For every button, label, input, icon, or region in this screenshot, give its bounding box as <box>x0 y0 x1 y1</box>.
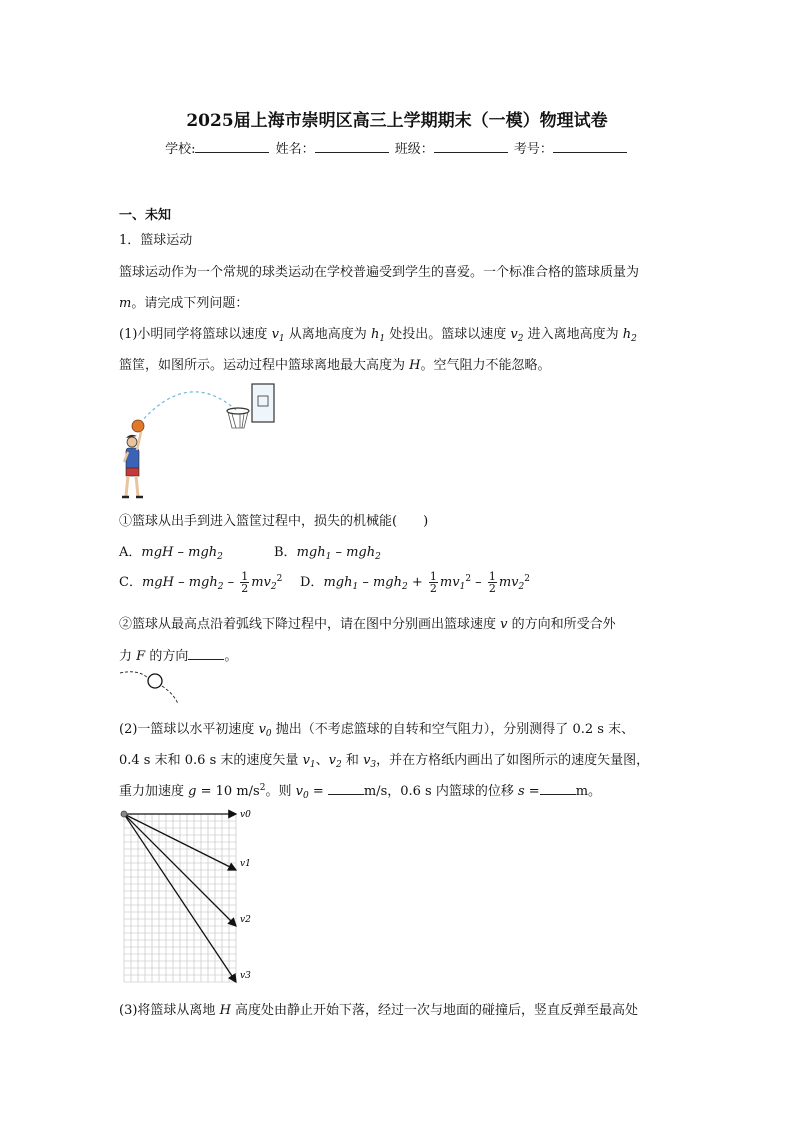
hoop-rim <box>227 408 249 414</box>
h1-symbol: h <box>370 327 380 342</box>
vv3-symbol: v <box>363 753 371 768</box>
sub2-text-d: 的方向 <box>149 649 189 664</box>
intro-line-1: 篮球运动作为一个常规的球类运动在学校普遍受到学生的喜爱。一个标准合格的篮球质量为 <box>119 265 640 280</box>
vv1-symbol: v <box>302 753 310 768</box>
player-legs <box>126 476 138 496</box>
v0-symbol: v <box>258 722 266 737</box>
time-3: 0.6 s <box>184 753 217 768</box>
option-d-term2-sup: 2 <box>524 574 530 584</box>
displacement-symbol: s <box>518 784 525 799</box>
player-head <box>127 437 137 447</box>
origin-point <box>121 811 127 817</box>
gravity-value: = 10 m/s <box>196 784 260 799</box>
part2-text-j: m。 <box>575 784 602 799</box>
exam-no-label: 考号： <box>513 142 553 157</box>
option-d-frac1-den: 2 <box>429 582 437 595</box>
player-jersey <box>126 448 139 470</box>
v1-symbol: v <box>271 327 279 342</box>
separator: 、 <box>315 753 329 768</box>
option-c-fraction <box>240 571 249 594</box>
direction-answer-blank[interactable] <box>188 648 224 660</box>
option-d-term1: mv <box>439 575 460 590</box>
option-c-term-sup: 2 <box>276 574 283 584</box>
option-c-term-sub: 2 <box>270 582 277 592</box>
part3-text-b: 高度处由静止开始下落，经过一次与地面的碰撞后，竖直反弹至最高处 <box>235 1003 639 1018</box>
arc-before <box>120 672 148 678</box>
question-heading: 1．篮球运动 <box>119 233 193 248</box>
option-c-label: C． <box>119 575 142 590</box>
v1-sub: 1 <box>278 334 285 344</box>
school-label: 学校: <box>165 142 196 157</box>
sub-question-2-line-1 <box>119 613 616 632</box>
mass-symbol: m <box>119 296 132 311</box>
part2-text-g: 重力加速度 <box>119 784 185 799</box>
sub2-text-e: 。 <box>224 649 238 664</box>
part1-line2-a: 篮筐，如图所示。运动过程中篮球离地最大高度为 <box>119 358 406 373</box>
option-b-sub1: 1 <box>325 552 332 562</box>
option-c-frac-num: 1 <box>241 570 249 583</box>
part2-text-i: m/s，0.6 s 内篮球的位移 <box>363 784 514 799</box>
part2-text-f: ，并在方格纸内画出了如图所示的速度矢量图， <box>376 753 650 768</box>
velocity-vector-diagram[interactable] <box>116 806 256 986</box>
v2-sub: 2 <box>517 334 524 344</box>
intro-line-2 <box>119 292 248 311</box>
v0-answer-sub: 0 <box>302 791 309 801</box>
max-height-symbol: H <box>409 358 421 373</box>
option-a-sub: 2 <box>217 552 223 562</box>
sub2-text-c: 力 <box>119 649 133 664</box>
part1-text-a: (1)小明同学将篮球以速度 <box>119 327 268 342</box>
option-c-minus: – <box>223 575 239 590</box>
option-d-mid: – mgh <box>358 575 402 590</box>
ball <box>148 674 162 688</box>
h2-sub: 2 <box>631 334 637 344</box>
option-d-expr: mgh <box>323 575 353 590</box>
option-d-frac2-den: 2 <box>488 582 496 595</box>
option-d-plus: + <box>407 575 427 590</box>
part2-text-h: 。则 <box>265 784 292 799</box>
option-d-term1-sub: 1 <box>459 582 466 592</box>
option-c-expr: mgH – mgh <box>141 575 218 590</box>
option-d-sub2: 2 <box>402 582 408 592</box>
option-c-sub: 2 <box>217 582 224 592</box>
class-label: 班级： <box>394 142 434 157</box>
part2-line-2 <box>119 749 649 770</box>
option-d-frac1-num: 1 <box>429 570 437 583</box>
part1-text-b: 从离地高度为 <box>288 327 367 342</box>
part2-line-3 <box>119 780 601 801</box>
part2-line-1 <box>119 718 634 739</box>
vv2-symbol: v <box>328 753 337 768</box>
option-d-frac2-num: 1 <box>488 570 496 583</box>
option-d-sub1: 1 <box>352 582 359 592</box>
option-c[interactable] <box>119 571 282 594</box>
part3-text-a: (3)将篮球从离地 <box>119 1003 216 1018</box>
class-blank[interactable] <box>434 140 508 153</box>
sub-question-2-line-2 <box>119 645 237 664</box>
part2-text-e: 末的速度矢量 <box>220 753 299 768</box>
option-d-term1-sup: 2 <box>465 574 472 584</box>
option-d[interactable] <box>300 571 530 594</box>
label-v1: v1 <box>240 859 251 869</box>
sub2-text-b: 的方向和所受合外 <box>511 617 616 632</box>
h2-symbol: h <box>622 327 632 342</box>
gravity-symbol: g <box>188 784 197 799</box>
option-d-minus: – <box>471 575 486 590</box>
drop-height-symbol: H <box>219 1003 231 1018</box>
part2-text-b: 抛出（不考虑篮球的自转和空气阻力），分别测得了 <box>275 722 569 737</box>
backboard <box>252 384 274 422</box>
player-shorts <box>126 468 139 476</box>
label-v2: v2 <box>240 915 251 925</box>
option-a-label: A． <box>119 545 142 560</box>
v0-sub: 0 <box>265 729 272 739</box>
and-word: 和 <box>345 753 359 768</box>
option-b-label: B． <box>274 545 297 560</box>
option-b-sub2: 2 <box>375 552 381 562</box>
vv2-sub: 2 <box>336 760 342 770</box>
basketball <box>132 420 144 432</box>
option-c-frac-den: 2 <box>241 582 249 595</box>
part1-line2-b: 。空气阻力不能忽略。 <box>420 358 551 373</box>
equals: = <box>308 784 328 799</box>
part1-text-d: 进入离地高度为 <box>527 327 619 342</box>
student-info-line <box>0 138 794 157</box>
sub2-text-a: ②篮球从最高点沿着弧线下降过程中，请在图中分别画出篮球速度 <box>119 617 497 632</box>
gravity-sup: 2 <box>259 783 266 793</box>
label-v3: v3 <box>240 971 251 981</box>
option-b-mid: – mgh <box>331 545 376 560</box>
school-blank[interactable] <box>195 140 269 153</box>
arc-after <box>162 686 178 704</box>
part1-text-c: 处投出。篮球以速度 <box>389 327 507 342</box>
option-d-fraction-2 <box>488 571 497 594</box>
page-title: 2025届上海市崇明区高三上学期期末（一模）物理试卷 <box>186 111 608 131</box>
option-b-expr: mgh <box>296 545 326 560</box>
part3-line-1 <box>119 999 638 1018</box>
h1-sub: 1 <box>379 334 386 344</box>
velocity-symbol: v <box>500 617 508 632</box>
vv3-sub: 3 <box>370 760 377 770</box>
time-1: 0.2 s <box>572 722 604 737</box>
name-blank[interactable] <box>315 140 389 153</box>
option-c-term: mv <box>251 575 271 590</box>
section-heading: 一、未知 <box>119 208 172 223</box>
v0-answer-blank[interactable] <box>328 783 364 795</box>
name-label: 姓名： <box>275 142 315 157</box>
displacement-answer-blank[interactable] <box>540 783 576 795</box>
option-a[interactable] <box>119 541 223 562</box>
trajectory-arc <box>140 392 236 423</box>
vv1-sub: 1 <box>309 760 316 770</box>
sub-question-1: ①篮球从出手到进入篮筐过程中，损失的机械能( ) <box>119 514 429 529</box>
option-d-fraction-1 <box>429 571 438 594</box>
label-v0: v0 <box>240 810 251 820</box>
intro-line-2-text: 。请完成下列问题： <box>131 296 249 311</box>
option-d-label: D． <box>300 575 324 590</box>
time-2: 0.4 s <box>119 753 151 768</box>
exam-no-blank[interactable] <box>553 140 627 153</box>
displacement-equals: = <box>524 784 540 799</box>
option-a-expr: mgH – mgh <box>141 545 218 560</box>
basketball-shot-figure <box>118 378 278 502</box>
falling-ball-figure <box>118 668 188 708</box>
v0-answer-symbol: v <box>295 784 303 799</box>
part2-text-c: 末、 <box>608 722 635 737</box>
part1-line-2 <box>119 354 551 373</box>
option-b[interactable] <box>274 541 381 562</box>
option-d-term2-sub: 2 <box>518 582 525 592</box>
part1-line-1 <box>119 323 637 344</box>
part2-text-a: (2)一篮球以水平初速度 <box>119 722 255 737</box>
force-symbol: F <box>136 649 146 664</box>
v2-symbol: v <box>510 327 518 342</box>
option-d-term2: mv <box>498 575 519 590</box>
part2-text-d: 末和 <box>154 753 181 768</box>
